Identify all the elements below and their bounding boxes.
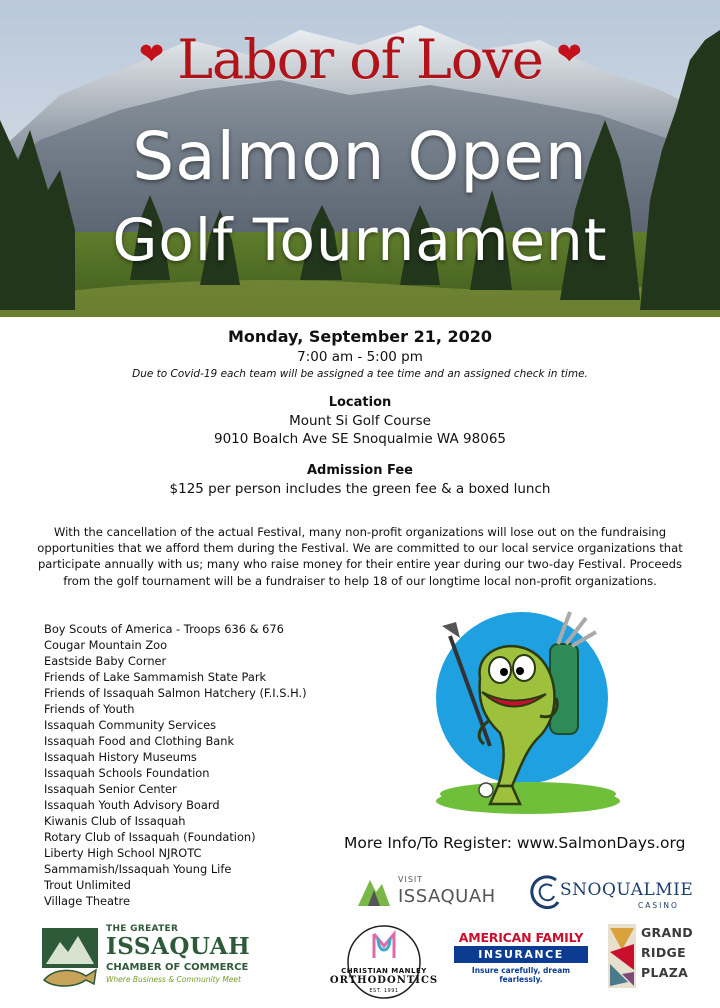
christian-manley-orthodontics-logo: [326, 924, 442, 1000]
list-item: Friends of Issaquah Salmon Hatchery (F.I.S.H.): [44, 686, 307, 700]
chamber-mountain-fish-icon: [40, 924, 102, 990]
title-script-text: Labor of Love: [177, 28, 543, 91]
casino-label: CASINO: [638, 901, 679, 910]
visit-issaquah-logo: [354, 872, 514, 912]
plaza-label: PLAZA: [641, 965, 689, 980]
grand-ridge-shapes-icon: [608, 924, 638, 988]
list-item: Issaquah Schools Foundation: [44, 766, 210, 780]
ridge-label: RIDGE: [641, 945, 686, 960]
description-paragraph: With the cancellation of the actual Festival, many non-profit organizations will lose out on the fundraising opportunities that we afford them during the Festival. We are committed to our local service organizations that participate annually with us; many who raise money for their entire year during our two-day Festival. Proceeds from the golf tournament will be a fundraiser to help 18 of our longtime local non-profit organizations.: [37, 525, 683, 588]
list-item: Issaquah Food and Clothing Bank: [44, 734, 235, 748]
list-item: Boy Scouts of America - Troops 636 & 676: [44, 622, 284, 636]
manley-established: EST. 1991: [369, 988, 399, 994]
list-item: Trout Unlimited: [44, 878, 131, 892]
chamber-line-the-greater: THE GREATER: [106, 924, 179, 934]
issaquah-label: ISSAQUAH: [398, 886, 496, 907]
list-item: Rotary Club of Issaquah (Foundation): [44, 830, 256, 844]
covid-note: Due to Covid-19 each team will be assigned a tee time and an assigned check in time.: [132, 368, 588, 380]
chamber-line-commerce: CHAMBER OF COMMERCE: [106, 962, 249, 973]
hero-banner: [0, 0, 720, 317]
venue-address: 9010 Boalch Ave SE Snoqualmie WA 98065: [214, 431, 506, 447]
list-item: Issaquah Senior Center: [44, 782, 177, 796]
list-item: Issaquah History Museums: [44, 750, 197, 764]
snoqualmie-swirl-icon: [528, 872, 560, 912]
visit-issaquah-emblem-icon: [354, 872, 394, 912]
location-heading: Location: [328, 395, 392, 410]
heart-icon: ❤: [139, 37, 164, 72]
grand-label: GRAND: [641, 925, 693, 940]
snoqualmie-label: SNOQUALMIE: [560, 880, 694, 900]
issaquah-chamber-logo: [40, 924, 255, 996]
chamber-tagline: Where Business & Community Meet: [106, 975, 241, 984]
title-salmon-open: Salmon Open: [132, 118, 588, 195]
title-golf-tournament: Golf Tournament: [112, 206, 608, 274]
more-info-register-text: More Info/To Register: www.SalmonDays.org: [344, 834, 686, 852]
amfam-insurance: INSURANCE: [478, 948, 564, 961]
golfing-fish-mascot-illustration: [420, 608, 630, 816]
fee-heading: Admission Fee: [307, 463, 413, 478]
snoqualmie-casino-logo: [528, 872, 694, 914]
heart-icon: ❤: [556, 37, 581, 72]
list-item: Friends of Youth: [44, 702, 135, 716]
american-family-insurance-logo: [454, 930, 588, 986]
grand-ridge-plaza-logo: [608, 924, 693, 988]
list-item: Liberty High School NJROTC: [44, 846, 202, 860]
list-item: Issaquah Youth Advisory Board: [44, 798, 220, 812]
manley-name: CHRISTIAN MANLEY: [341, 967, 427, 975]
list-item: Kiwanis Club of Issaquah: [44, 814, 186, 828]
chamber-line-issaquah: ISSAQUAH: [106, 933, 251, 960]
list-item: Village Theatre: [44, 894, 130, 908]
list-item: Issaquah Community Services: [44, 718, 217, 732]
amfam-tagline: Insure carefully, dream fearlessly.: [471, 966, 571, 984]
amfam-name: AMERICAN FAMILY: [458, 930, 584, 945]
venue-name: Mount Si Golf Course: [289, 413, 431, 429]
visit-label: VISIT: [398, 875, 424, 884]
list-item: Eastside Baby Corner: [44, 654, 167, 668]
event-date: Monday, September 21, 2020: [227, 327, 493, 346]
list-item: Cougar Mountain Zoo: [44, 638, 168, 652]
organization-list: [44, 621, 307, 909]
fee-text: $125 per person includes the green fee & a boxed lunch: [169, 481, 551, 497]
list-item: Friends of Lake Sammamish State Park: [44, 670, 267, 684]
list-item: Sammamish/Issaquah Young Life: [44, 862, 232, 876]
event-details: [0, 326, 720, 498]
title-labor-of-love: [0, 28, 720, 91]
event-time: 7:00 am - 5:00 pm: [297, 349, 423, 365]
manley-orthodontics: ORTHODONTICS: [329, 975, 439, 986]
